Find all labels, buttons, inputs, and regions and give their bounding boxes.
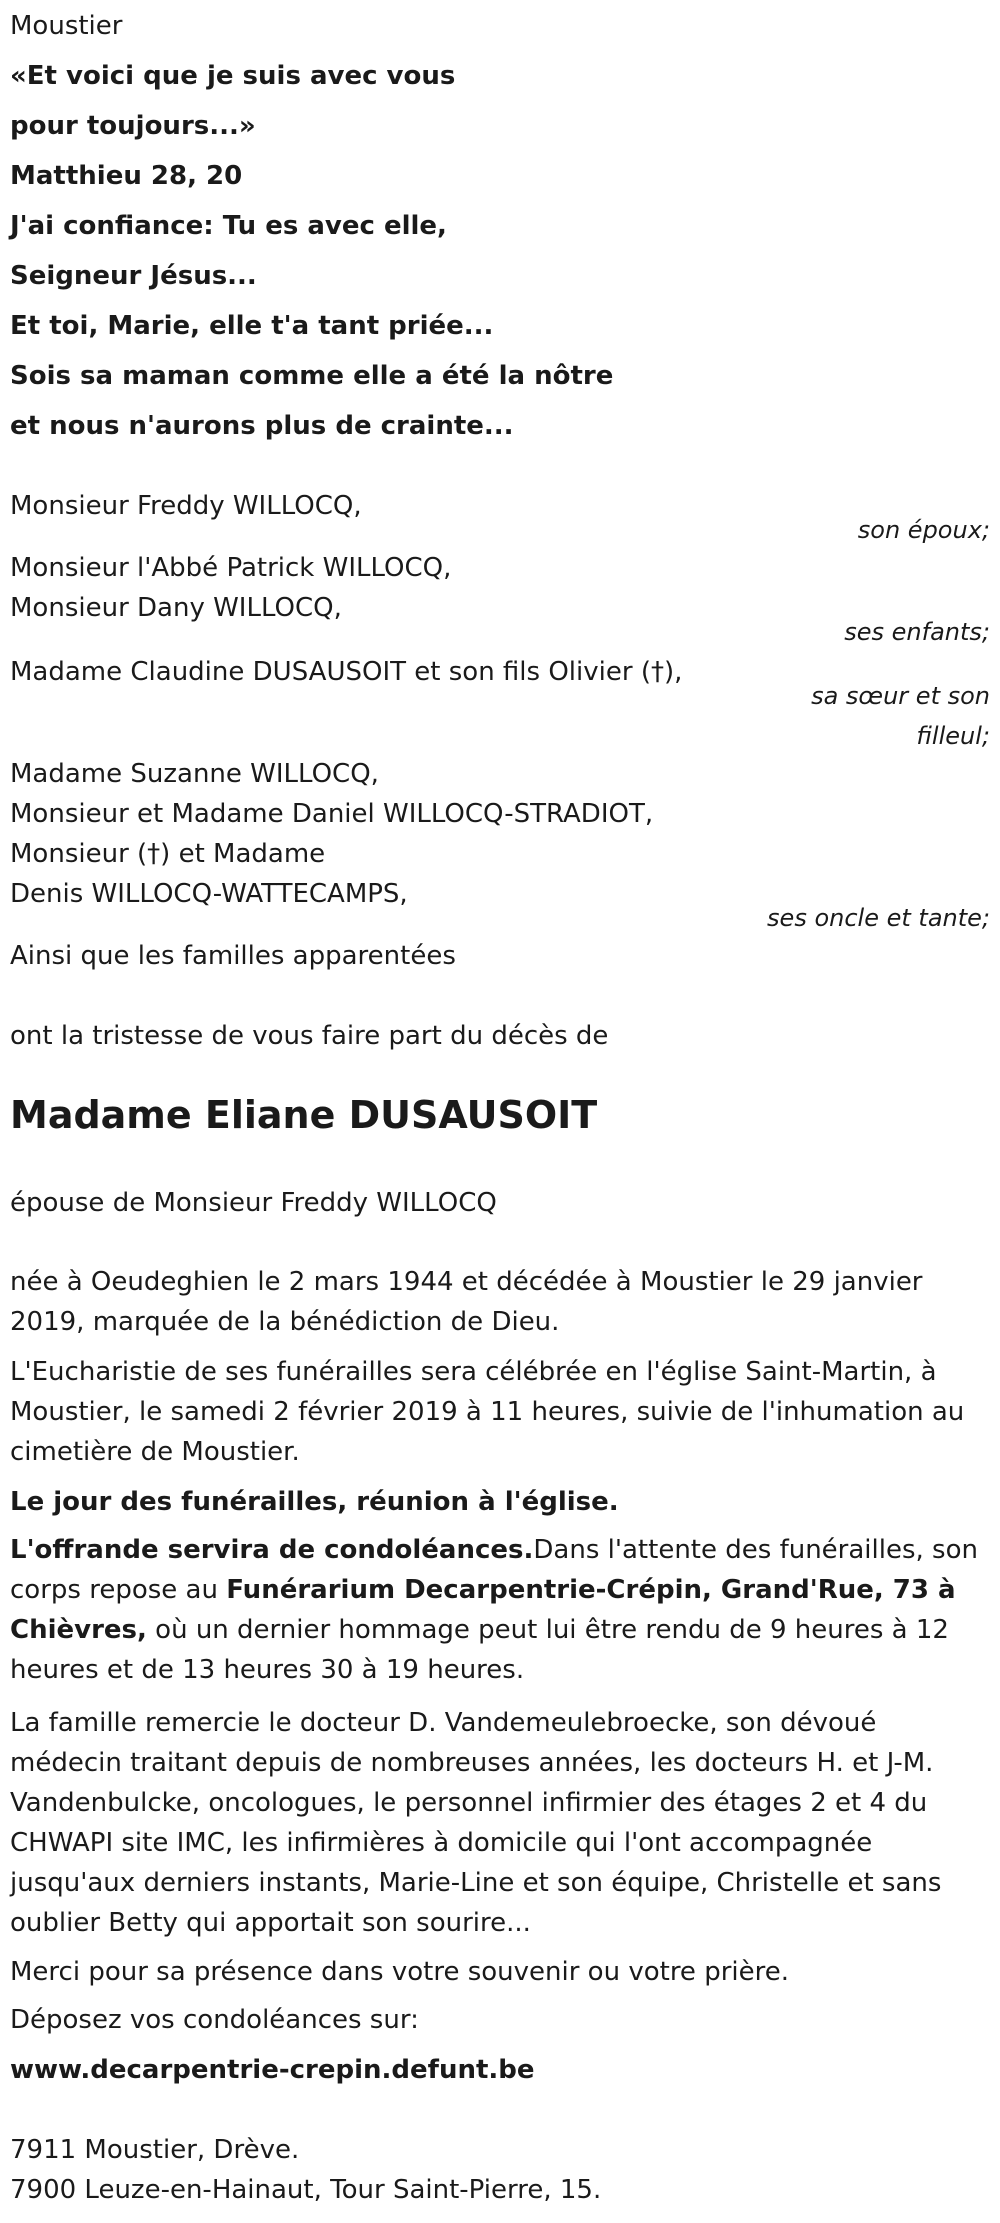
family-uncle-aunt-4: Denis WILLOCQ-WATTECAMPS,: [10, 879, 408, 909]
family-uncle-aunt-2: Monsieur et Madame Daniel WILLOCQ-STRADIOT,: [10, 799, 654, 829]
condolences-website-link[interactable]: www.decarpentrie-crepin.defunt.be: [10, 2055, 535, 2085]
condolences-label: Déposez vos condoléances sur:: [10, 2005, 419, 2035]
relation-children: ses enfants;: [844, 618, 990, 646]
family-child-1: Monsieur l'Abbé Patrick WILLOCQ,: [10, 553, 452, 583]
verse-line-3: Matthieu 28, 20: [10, 161, 243, 191]
funerarium-address: Funérarium Decarpentrie-Crépin, Grand'Rue, 73 à Chièvres,: [10, 1575, 956, 1645]
thanks-paragraph: La famille remercie le docteur D. Vandemeulebroecke, son dévoué médecin traitant depuis de nombreuses années, les docteurs H. et J-M. Vandenbulcke, oncologues, le personnel infirmier des étages 2 et 4 du CHWAPI site IMC, les infirmières à domicile qui l'ont accompagnée jusqu'aux derniers instants, Marie-Line et son équipe, Christelle et sans oublier Betty qui apportait son sourire...: [10, 1708, 942, 1938]
location-header: Moustier: [10, 11, 123, 41]
relation-husband: son époux;: [857, 516, 990, 544]
offering-bold-text: L'offrande servira de condoléances.: [10, 1535, 534, 1565]
spouse-line: épouse de Monsieur Freddy WILLOCQ: [10, 1188, 497, 1218]
verse-line-8: et nous n'aurons plus de crainte...: [10, 411, 514, 441]
relation-uncle-aunt: ses oncle et tante;: [767, 904, 990, 932]
ceremony-paragraph: L'Eucharistie de ses funérailles sera célébrée en l'église Saint-Martin, à Moustier, le samedi 2 février 2019 à 11 heures, suivie de l'inhumation au cimetière de Moustier.: [10, 1357, 965, 1467]
verse-line-4: J'ai confiance: Tu es avec elle,: [10, 211, 447, 241]
verse-line-5: Seigneur Jésus...: [10, 261, 257, 291]
family-child-2: Monsieur Dany WILLOCQ,: [10, 593, 342, 623]
verse-line-7: Sois sa maman comme elle a été la nôtre: [10, 361, 614, 391]
birth-death-paragraph: née à Oeudeghien le 2 mars 1944 et décédée à Moustier le 29 janvier 2019, marquée de la bénédiction de Dieu.: [10, 1267, 923, 1337]
family-uncle-aunt-1: Madame Suzanne WILLOCQ,: [10, 759, 379, 789]
family-uncle-aunt-3: Monsieur (†) et Madame: [10, 839, 326, 869]
offering-text-2: où un dernier hommage peut lui être rendu de 9 heures à 12 heures et de 13 heures 30 à 19 heures.: [10, 1615, 949, 1685]
verse-line-6: Et toi, Marie, elle t'a tant priée...: [10, 311, 494, 341]
address-line-2: 7900 Leuze-en-Hainaut, Tour Saint-Pierre, 15.: [10, 2175, 602, 2205]
announcement-text: ont la tristesse de vous faire part du décès de: [10, 1021, 609, 1051]
family-others: Ainsi que les familles apparentées: [10, 941, 456, 971]
presence-line: Merci pour sa présence dans votre souvenir ou votre prière.: [10, 1957, 789, 1987]
offering-paragraph: [10, 1530, 980, 1690]
reunion-notice: Le jour des funérailles, réunion à l'église.: [10, 1487, 619, 1517]
family-husband: Monsieur Freddy WILLOCQ,: [10, 491, 362, 521]
address-line-1: 7911 Moustier, Drève.: [10, 2135, 300, 2165]
verse-line-2: pour toujours...»: [10, 111, 256, 141]
deceased-name: Madame Eliane DUSAUSOIT: [10, 1093, 598, 1137]
relation-sister-1: sa sœur et son: [811, 682, 990, 710]
family-sister: Madame Claudine DUSAUSOIT et son fils Olivier (†),: [10, 657, 683, 687]
relation-sister-2: filleul;: [916, 722, 990, 750]
verse-line-1: «Et voici que je suis avec vous: [10, 61, 456, 91]
offering-text-1: Dans l'attente des funérailles, son corps repose au: [10, 1535, 978, 1605]
